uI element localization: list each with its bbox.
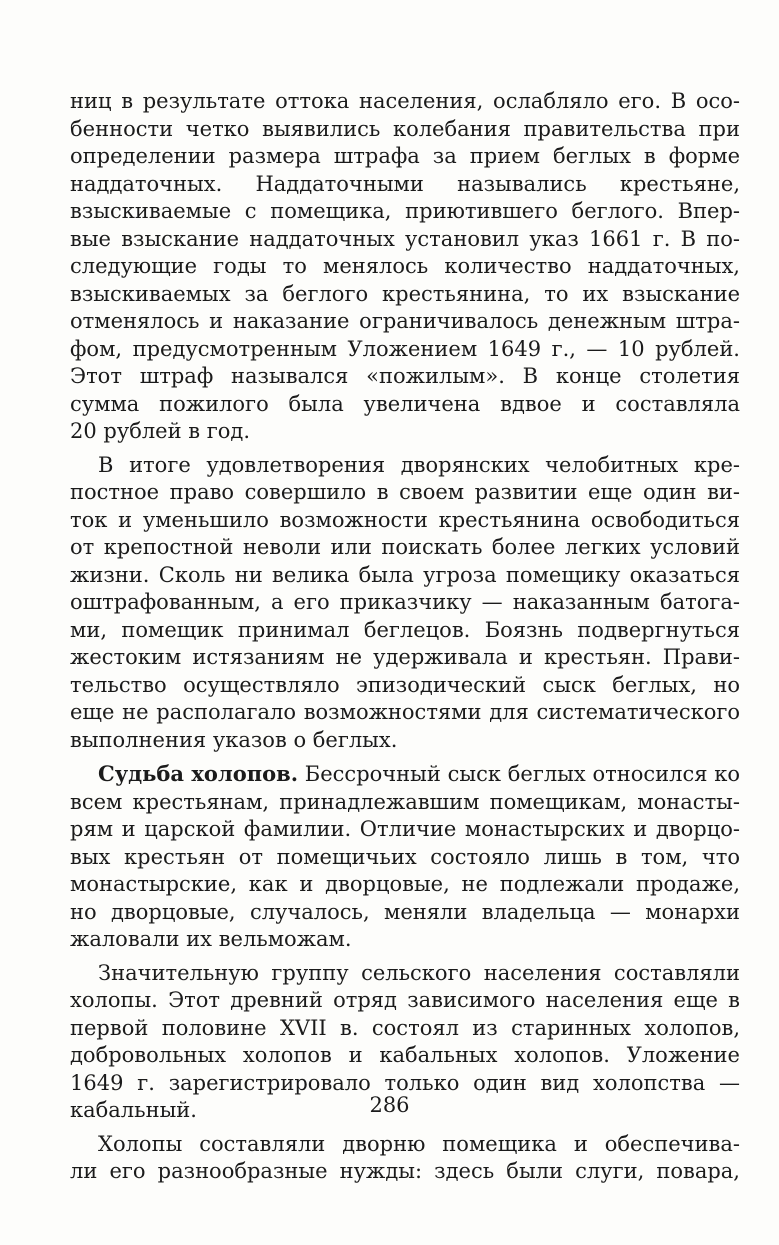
text-line: жаловали их вельможам. [70, 927, 352, 951]
text-line: 20 рублей в год. [70, 419, 251, 443]
paragraph [70, 760, 740, 954]
text-line [70, 760, 740, 789]
text-line: отменялось и наказание ограничивалось денежным штра- [70, 309, 740, 333]
text-line: выполнения указов о беглых. [70, 727, 398, 752]
text-line: оштрафованным, а его приказчику — наказанным батога- [70, 590, 740, 614]
text-line: 1649 г. зарегистрировало только один вид холопства — [70, 1070, 740, 1095]
section-heading: Судьба холопов. [98, 761, 299, 786]
text-line: наддаточных. Наддаточными назывались крестьяне, [70, 171, 740, 196]
text-line: В итоге удовлетворения дворянских челобитных кре- [98, 452, 740, 477]
text-line: но дворцовые, случалось, меняли владельца — монархи [70, 899, 740, 924]
text-line: взыскиваемые с помещика, приютившего беглого. Впер- [70, 199, 740, 223]
page-number: 286 [369, 1093, 410, 1117]
text-line: следующие годы то менялось количество наддаточных, [70, 254, 740, 278]
text-line: фом, предусмотренным Уложением 1649 г., — 10 рублей. [70, 336, 740, 361]
paragraph [70, 88, 740, 446]
text-line: ли его разнообразные нужды: здесь были слуги, повара, [70, 1159, 740, 1183]
text-line: вые взыскание наддаточных установил указ 1661 г. В по- [70, 226, 740, 251]
text-line: ми, помещик принимал беглецов. Боязнь подвергнуться [70, 617, 740, 642]
paragraph [70, 452, 740, 755]
text-line: тельство осуществляло эпизодический сыск беглых, но [70, 672, 740, 697]
text-line: Холопы составляли дворню помещика и обеспечива- [98, 1131, 740, 1156]
text-line: кабальный. [70, 1098, 197, 1122]
text-line: ток и уменьшило возможности крестьянина освободиться [70, 507, 740, 532]
text-line: Бессрочный сыск беглых относился ко [298, 762, 741, 786]
text-line: еще не располагало возможностями для систематического [70, 700, 740, 724]
text-line: жизни. Сколь ни велика была угроза помещику оказаться [70, 562, 740, 587]
text-line: всем крестьянам, принадлежавшим помещикам, монасты- [70, 789, 740, 814]
text-line: холопы. Этот древний отряд зависимого населения еще в [70, 988, 740, 1012]
text-line: Значительную группу сельского населения составляли [98, 960, 740, 985]
body-text [70, 88, 740, 1186]
text-line: бенности четко выявились колебания правительства при [70, 116, 740, 141]
text-line: сумма пожилого была увеличена вдвое и составляла [70, 391, 740, 416]
text-line: вых крестьян от помещичьих состояло лишь в том, что [70, 844, 740, 869]
text-line: взыскиваемых за беглого крестьянина, то их взыскание [70, 281, 740, 306]
text-line: монастырские, как и дворцовые, не подлежали продаже, [70, 872, 740, 896]
text-line: первой половине XVII в. состоял из старинных холопов, [70, 1015, 740, 1040]
text-line: от крепостной неволи или поискать более легких условий [70, 535, 740, 559]
text-line: рям и царской фамилии. Отличие монастырских и дворцо- [70, 817, 740, 841]
text-line: жестоким истязаниям не удерживала и крестьян. Прави- [70, 645, 740, 669]
text-line: ниц в результате оттока населения, ослабляло его. В осо- [70, 89, 740, 113]
text-line: добровольных холопов и кабальных холопов. Уложение [70, 1043, 740, 1067]
text-line: определении размера штрафа за прием беглых в форме [70, 144, 740, 168]
paragraph [70, 1131, 740, 1186]
text-line: Этот штраф назывался «пожилым». В конце столетия [70, 364, 740, 388]
text-line: постное право совершило в своем развитии еще один ви- [70, 480, 740, 504]
